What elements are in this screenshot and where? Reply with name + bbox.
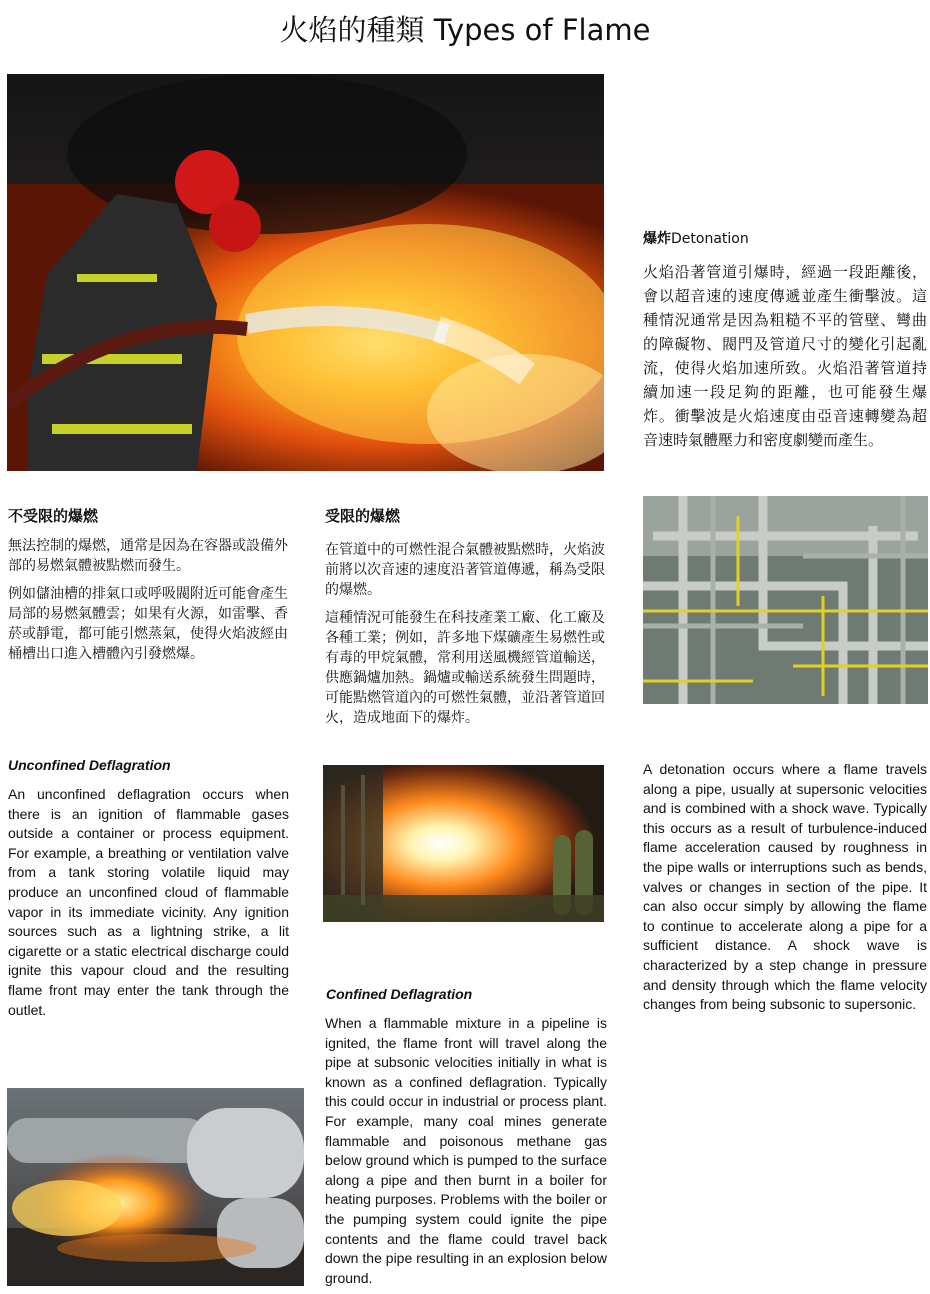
tank-fire-photo [7, 1088, 304, 1286]
unconfined-body-zh-2: 例如儲油槽的排氣口或呼吸閥附近可能會產生局部的易燃氣體雲；如果有火源，如雷擊、香菸或靜電，都可能引燃蒸氣，使得火焰波經由桶槽出口進入槽體內引發燃爆。 [8, 586, 288, 662]
detonation-body-zh [643, 260, 927, 460]
pipe-explosion-photo [323, 765, 604, 922]
confined-body-zh [325, 540, 605, 736]
confined-heading-en: Confined Deflagration [326, 986, 473, 1002]
detonation-body-en: A detonation occurs where a flame travels along a pipe, usually at supersonic velocities and is combined with a shock wave. Typically this occurs as a result of turbulence-induced flame acceleration caused by roughness in the pipe walls or interruptions such as bends, valves or changes in section of the pipe. It can also occur simply by allowing the flame to continue to accelerate along a pipe for a sufficient distance. A shock wave is characterized by a step change in pressure and density through which the flame velocity changes from being subsonic to supersonic. [643, 761, 927, 1013]
firefighters-photo [7, 74, 604, 471]
detonation-heading [643, 228, 749, 248]
detonation-heading-zh: 爆炸 [643, 231, 671, 247]
page-title: 火焰的種類 Types of Flame [279, 13, 651, 47]
detonation-heading-en: Detonation [671, 231, 749, 247]
confined-body-zh-1: 在管道中的可燃性混合氣體被點燃時，火焰波前將以次音速的速度沿著管道傳遞，稱為受限的爆燃。 [325, 542, 605, 598]
confined-heading-zh: 受限的爆燃 [325, 507, 401, 525]
pipe-plant-photo [643, 496, 928, 704]
confined-body-zh-2: 這種情況可能發生在科技產業工廠、化工廠及各種工業；例如，許多地下煤礦產生易燃性或有毒的甲烷氣體，常利用送風機經管道輸送，供應鍋爐加熱。鍋爐或輸送系統發生問題時，可能點燃管道內的可燃性氣體，並沿著管道回火，造成地面下的爆炸。 [325, 610, 605, 726]
confined-body-en: When a flammable mixture in a pipeline is ignited, the flame front will travel along the pipe at subsonic velocities initially in what is known as a confined deflagration. Typically this could occur in industrial or process plant. For example, many coal mines generate flammable and poisonous methane gas below ground which is pumped to the surface along a pipe and then burnt in a boiler for heating purposes. Problems with the boiler or the pumping system could ignite the pipe contents and the flame could travel back down the pipe resulting in an explosion below ground. [325, 1015, 607, 1286]
detonation-body-zh-text: 火焰沿著管道引爆時，經過一段距離後，會以超音速的速度傳遞並產生衝擊波。這種情況通常是因為粗糙不平的管壁、彎曲的障礙物、閥門及管道尺寸的變化引起亂流，使得火焰加速所致。火焰沿著管道持續加速一段足夠的距離，也可能發生爆炸。衝擊波是火焰速度由亞音速轉變為超音速時氣體壓力和密度劇變而產生。 [643, 263, 927, 449]
unconfined-body-en: An unconfined deflagration occurs when there is an ignition of flammable gases outside a container or process equipment. For example, a breathing or ventilation valve from a tank storing volatile liquid may produce an unconfined cloud of flammable vapor in its immediate vicinity. Any ignition sources such as a lightning strike, a lit cigarette or a static electrical discharge could ignite this vapour cloud and the resulting flame front may enter the tank through the outlet. [8, 786, 289, 1018]
unconfined-body-zh-1: 無法控制的爆燃，通常是因為在容器或設備外部的易燃氣體被點燃而發生。 [8, 538, 288, 574]
unconfined-body-zh [8, 536, 288, 672]
unconfined-heading-zh: 不受限的爆燃 [8, 507, 99, 525]
unconfined-heading-en: Unconfined Deflagration [8, 757, 171, 773]
